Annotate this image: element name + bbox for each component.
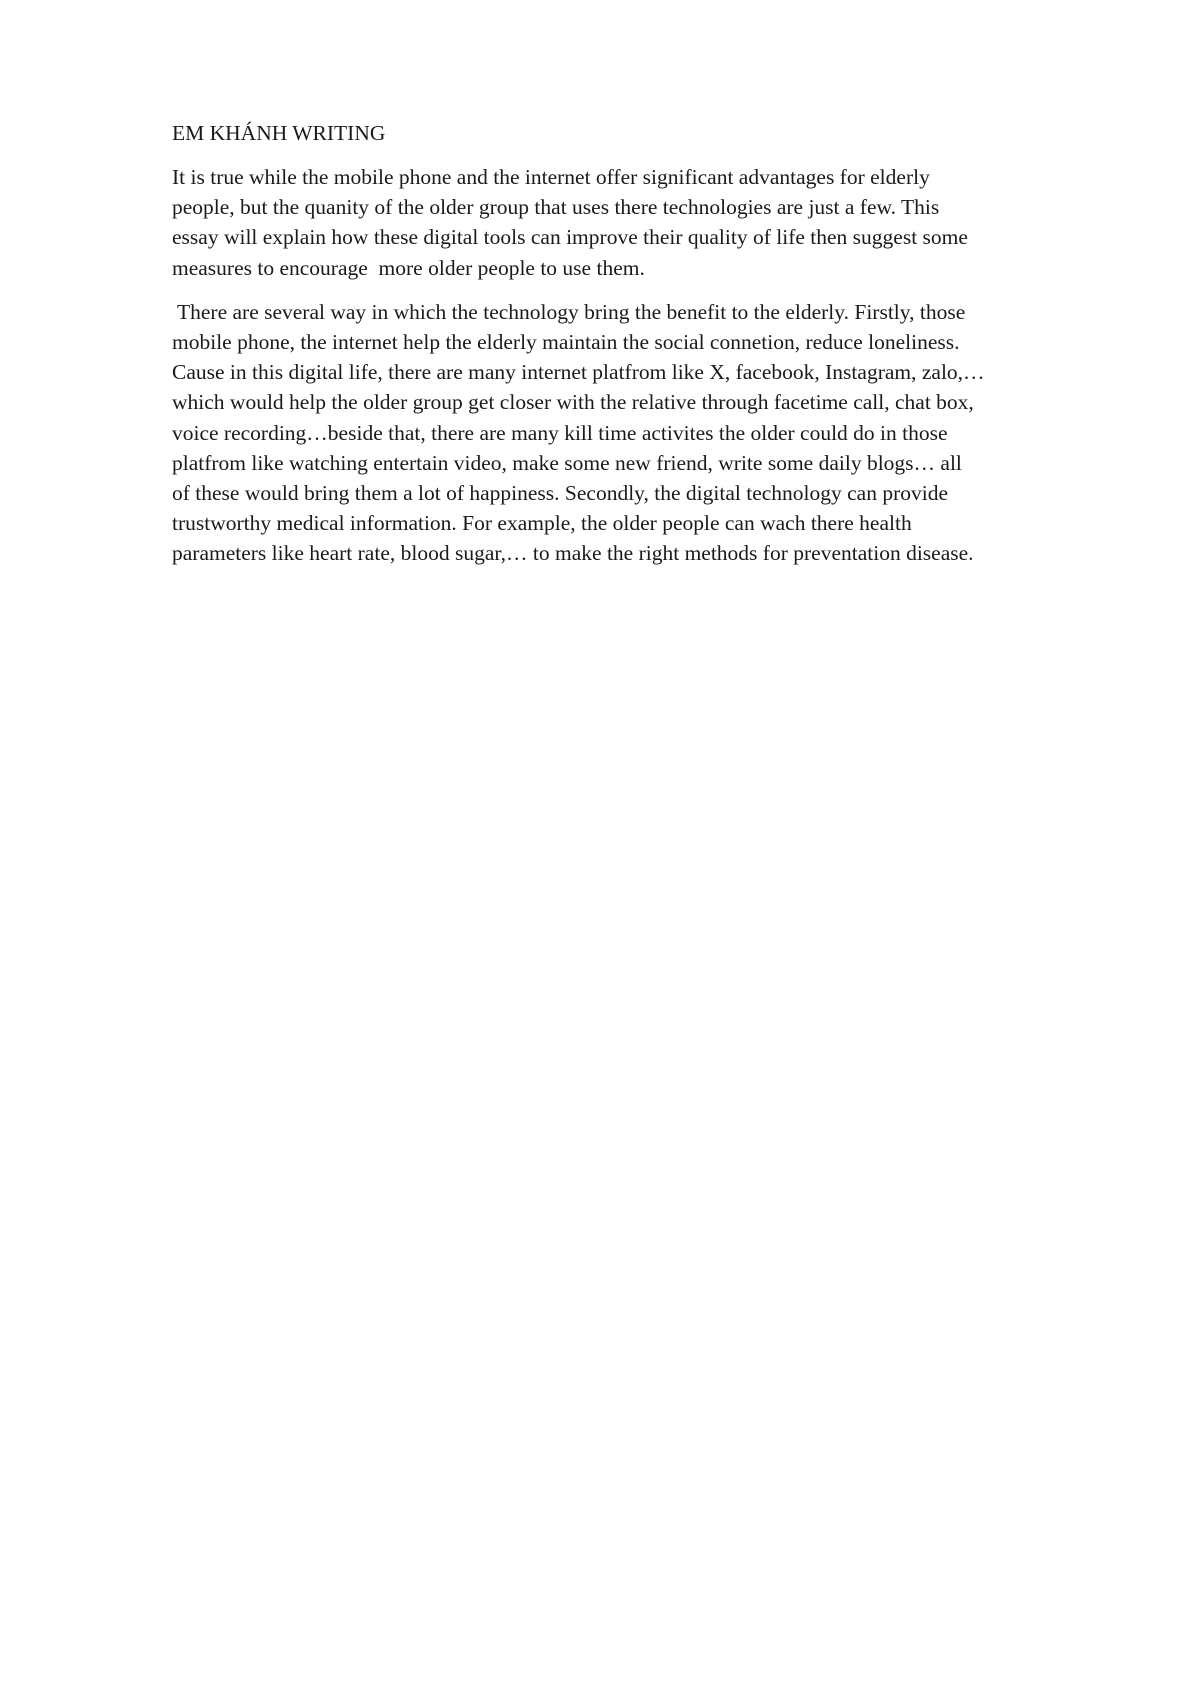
text-line: mobile phone, the internet help the elderly maintain the social connetion, reduce loneliness. (172, 330, 960, 355)
text-line: trustworthy medical information. For example, the older people can wach there health (172, 511, 912, 536)
text-line: people, but the quanity of the older group that uses there technologies are just a few. This (172, 195, 940, 220)
text-line: which would help the older group get closer with the relative through facetime call, chat box, (172, 390, 974, 415)
text-line: It is true while the mobile phone and the internet offer significant advantages for elderly (172, 165, 930, 189)
text-line: platfrom like watching entertain video, make some new friend, write some daily blogs… all (172, 450, 962, 475)
text-line: Cause in this digital life, there are many internet platfrom like X, facebook, Instagram, zalo,… (172, 360, 985, 385)
document-title: EM KHÁNH WRITING (172, 121, 386, 145)
text-line: parameters like heart rate, blood sugar,… to make the right methods for preventation disease. (172, 541, 974, 566)
text-line: essay will explain how these digital tools can improve their quality of life then suggest some (172, 225, 968, 250)
text-line: of these would bring them a lot of happiness. Secondly, the digital technology can provide (172, 481, 949, 506)
text-line: There are several way in which the technology bring the benefit to the elderly. Firstly, those (172, 299, 966, 324)
text-line: measures to encourage more older people to use them. (172, 255, 645, 280)
text-line: voice recording…beside that, there are many kill time activites the older could do in those (172, 420, 948, 445)
paragraph-intro (172, 162, 1092, 283)
document-body (172, 118, 1092, 583)
paragraph-body (172, 297, 1092, 569)
